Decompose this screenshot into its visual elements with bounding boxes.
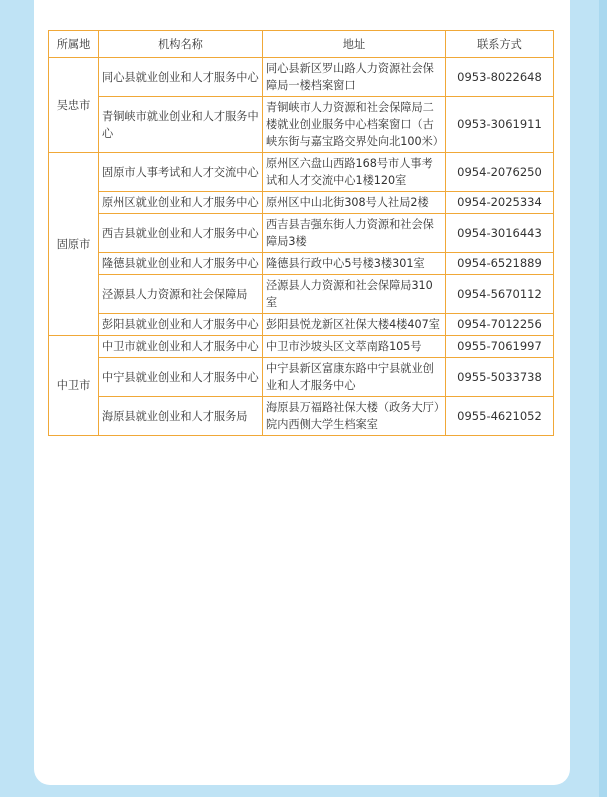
- table-header-row: [49, 31, 554, 58]
- agency-name-cell: 西吉县就业创业和人才服务中心: [99, 214, 263, 253]
- city-cell: 吴忠市: [49, 58, 99, 153]
- page-sheet: [34, 0, 570, 785]
- agency-name-cell: 隆德县就业创业和人才服务中心: [99, 253, 263, 275]
- phone-cell: 0954-2076250: [446, 153, 554, 192]
- agency-name-cell: 固原市人事考试和人才交流中心: [99, 153, 263, 192]
- table-row: [49, 275, 554, 314]
- agency-table: [48, 30, 554, 436]
- header-contact: 联系方式: [446, 31, 554, 58]
- address-cell: 泾源县人力资源和社会保障局310室: [263, 275, 446, 314]
- page-edge-strip: [599, 0, 607, 797]
- table-row: [49, 192, 554, 214]
- phone-cell: 0953-3061911: [446, 97, 554, 153]
- phone-cell: 0954-2025334: [446, 192, 554, 214]
- agency-name-cell: 彭阳县就业创业和人才服务中心: [99, 314, 263, 336]
- table-row: [49, 358, 554, 397]
- phone-cell: 0954-5670112: [446, 275, 554, 314]
- city-cell: 固原市: [49, 153, 99, 336]
- agency-name-cell: 中宁县就业创业和人才服务中心: [99, 358, 263, 397]
- agency-name-cell: 原州区就业创业和人才服务中心: [99, 192, 263, 214]
- address-cell: 中卫市沙坡头区文萃南路105号: [263, 336, 446, 358]
- address-cell: 中宁县新区富康东路中宁县就业创业和人才服务中心: [263, 358, 446, 397]
- phone-cell: 0954-6521889: [446, 253, 554, 275]
- phone-cell: 0955-5033738: [446, 358, 554, 397]
- address-cell: 隆德县行政中心5号楼3楼301室: [263, 253, 446, 275]
- agency-name-cell: 青铜峡市就业创业和人才服务中心: [99, 97, 263, 153]
- table-row: [49, 214, 554, 253]
- address-cell: 青铜峡市人力资源和社会保障局二楼就业创业服务中心档案窗口（古峡东街与嘉宝路交界处向北100米）: [263, 97, 446, 153]
- header-region: 所属地: [49, 31, 99, 58]
- table-row: [49, 253, 554, 275]
- address-cell: 原州区六盘山西路168号市人事考试和人才交流中心1楼120室: [263, 153, 446, 192]
- agency-name-cell: 同心县就业创业和人才服务中心: [99, 58, 263, 97]
- phone-cell: 0955-7061997: [446, 336, 554, 358]
- phone-cell: 0955-4621052: [446, 397, 554, 436]
- address-cell: 同心县新区罗山路人力资源社会保障局一楼档案窗口: [263, 58, 446, 97]
- table-row: [49, 97, 554, 153]
- address-cell: 原州区中山北街308号人社局2楼: [263, 192, 446, 214]
- table-row: [49, 397, 554, 436]
- phone-cell: 0954-3016443: [446, 214, 554, 253]
- header-agency-name: 机构名称: [99, 31, 263, 58]
- city-cell: 中卫市: [49, 336, 99, 436]
- table-row: [49, 153, 554, 192]
- table-row: [49, 336, 554, 358]
- phone-cell: 0953-8022648: [446, 58, 554, 97]
- phone-cell: 0954-7012256: [446, 314, 554, 336]
- table-row: [49, 314, 554, 336]
- header-address: 地址: [263, 31, 446, 58]
- address-cell: 西吉县吉强东街人力资源和社会保障局3楼: [263, 214, 446, 253]
- table-row: [49, 58, 554, 97]
- address-cell: 彭阳县悦龙新区社保大楼4楼407室: [263, 314, 446, 336]
- agency-name-cell: 泾源县人力资源和社会保障局: [99, 275, 263, 314]
- agency-name-cell: 海原县就业创业和人才服务局: [99, 397, 263, 436]
- agency-name-cell: 中卫市就业创业和人才服务中心: [99, 336, 263, 358]
- address-cell: 海原县万福路社保大楼（政务大厅）院内西侧大学生档案室: [263, 397, 446, 436]
